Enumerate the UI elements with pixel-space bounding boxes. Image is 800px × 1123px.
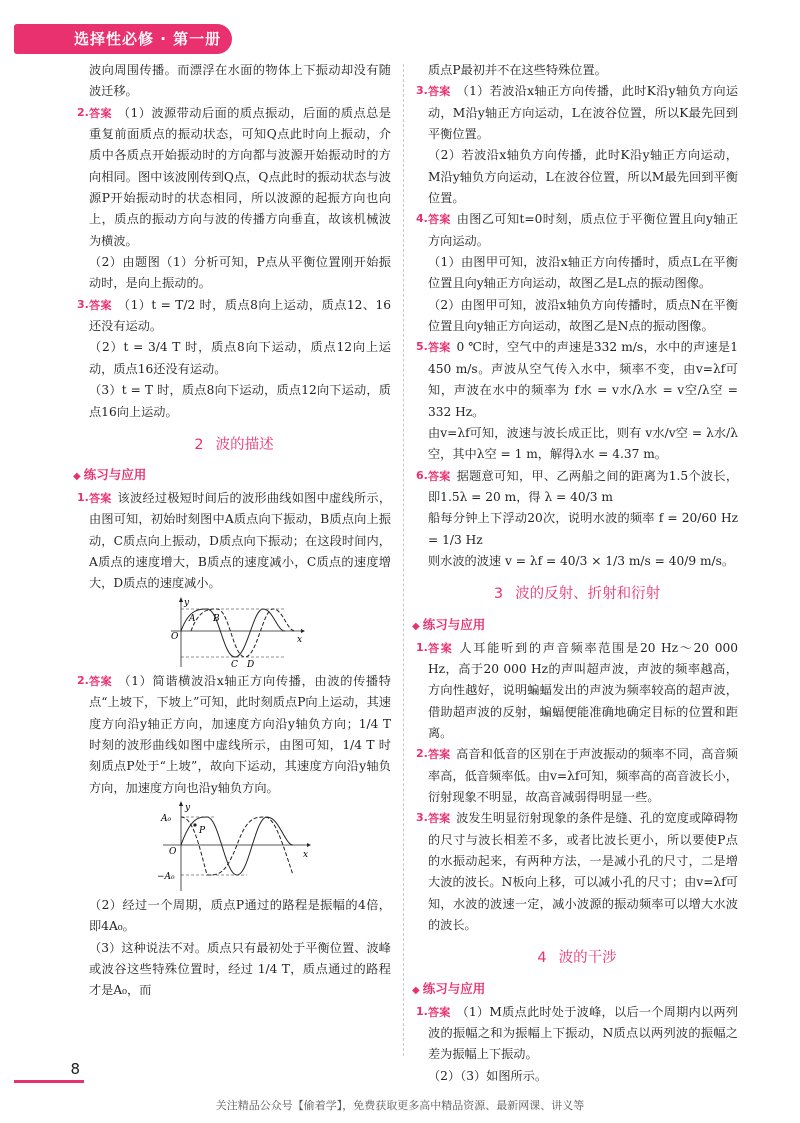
footer-note: 关注精品公众号【偷着学】，免费获取更多高中精品资源、最新网课、讲义等 bbox=[215, 1099, 585, 1112]
answer-text: （1）t = T/2 时，质点8向上运动，质点12、16还没有运动。 bbox=[89, 297, 391, 334]
answer-item-6 bbox=[416, 466, 738, 573]
item-number: 2. bbox=[77, 673, 89, 687]
answer-text: （2）（3）如图所示。 bbox=[428, 1068, 548, 1083]
answer-item-3 bbox=[416, 808, 738, 936]
answer-label: 答案 bbox=[89, 674, 113, 688]
answer-text: （2）由题图（1）分析可知，P点从平衡位置刚开始振动时，是向上振动的。 bbox=[89, 255, 391, 291]
answer-label: 答案 bbox=[89, 106, 112, 120]
x-axis-label: x bbox=[297, 634, 303, 645]
answer-text: （1）由图甲可知，波沿x轴正方向传播时，质点L在平衡位置且向y轴正方向运动，故图乙是L点的振动图像。 bbox=[428, 255, 738, 291]
item-number: 1. bbox=[416, 1004, 428, 1018]
item-number: 5. bbox=[416, 340, 428, 354]
item-number: 2. bbox=[77, 105, 89, 119]
amplitude-label: A₀ bbox=[161, 813, 172, 824]
answer-label: 答案 bbox=[428, 748, 451, 762]
answer-text: （1）若波沿x轴正方向传播，此时K沿y轴负方向运动，M沿y轴正方向运动，L在波谷位置，所以K最先回到平衡位置。 bbox=[428, 84, 739, 142]
answer-text: （2）t = 3/4 T 时，质点8向下运动，质点12向上运动，质点16还没有运动。 bbox=[89, 340, 391, 376]
answer-text: 人耳能听到的声音频率范围是20 Hz～20 000 Hz，高于20 000 Hz的声叫超声波，声波的频率越高，方向性越好，说明蝙蝠发出的声波为频率较高的超声波，借助超声波的反射，蝙蝠便能准确地确定目标的位置和距离。 bbox=[428, 640, 739, 740]
answer-text: 该波经过极短时间后的波形曲线如图中虚线所示，由图可知，初始时刻图中A质点向下振动，B质点向上振动，C质点向上振动，D质点向下振动；在这段时间内，A质点的速度增大，B质点的速度减小，C质点的速度增大，D质点的速度减小。 bbox=[89, 491, 392, 591]
point-a-label: A bbox=[189, 613, 196, 624]
answer-label: 答案 bbox=[428, 641, 454, 655]
answer-text: （3）这种说法不对。质点只有最初处于平衡位置、波峰或波谷这些特殊位置时，经过 1/4 T，质点通过的路程才是A₀，而 bbox=[89, 940, 391, 998]
answer-item-4 bbox=[416, 209, 738, 337]
point-c-label: C bbox=[231, 659, 238, 669]
section-title-3: 3 波的反射、折射和衍射 bbox=[493, 586, 661, 603]
page-number: 8 bbox=[14, 1058, 84, 1083]
item-number: 3. bbox=[77, 297, 89, 311]
diamond-icon: ◆ bbox=[73, 471, 81, 483]
answer-item-2 bbox=[77, 103, 391, 295]
subsection-heading: ◆ 练习与应用 bbox=[412, 980, 486, 996]
answer-item-1 bbox=[416, 1002, 738, 1087]
answer-label: 答案 bbox=[89, 492, 112, 506]
x-axis-label: x bbox=[303, 849, 309, 860]
answer-label: 答案 bbox=[428, 1005, 451, 1019]
item-number: 3. bbox=[416, 811, 428, 825]
diamond-icon: ◆ bbox=[412, 620, 420, 632]
answer-label: 答案 bbox=[428, 213, 451, 227]
paragraph: 质点P最初并不在这些特殊位置。 bbox=[428, 63, 607, 77]
left-column bbox=[73, 60, 392, 1002]
answer-text: 据题意可知，甲、乙两船之间的距离为1.5个波长，即1.5λ = 20 m，得 λ = 40/3 m bbox=[428, 468, 739, 504]
point-d-label: D bbox=[247, 659, 255, 669]
answer-text: 0 ℃时，空气中的声速是332 m/s，水中的声速是1 450 m/s。声波从空气传入水中，频率不变，由v=λf可知，声波在水中的频率为 f水 = v水/λ水 = v空/λ空 = 332 Hz。 bbox=[428, 340, 738, 419]
answer-text: （1）波源带动后面的质点振动，后面的质点总是重复前面质点的振动状态，可知Q点此时向上振动，介质中各质点开始振动时的方向都与波源开始振动时的方向相同。图中该波刚传到Q点，Q点此时的振动状态与波源P开始振动时的状态相同，所以波源的起振方向也向上，质点的振动方向与波的传播方向垂直，故该机械波为横波。 bbox=[89, 105, 391, 248]
answer-label: 答案 bbox=[89, 298, 112, 312]
answer-text: （2）经过一个周期，质点P通过的路程是振幅的4倍，即4A₀。 bbox=[89, 897, 391, 934]
point-b-label: B bbox=[213, 613, 220, 624]
item-number: 4. bbox=[416, 212, 428, 226]
answer-text: （3）t = T 时，质点8向下运动，质点12向下运动，质点16向上运动。 bbox=[89, 383, 391, 419]
answer-item-1 bbox=[416, 638, 738, 745]
answer-text: 船每分钟上下浮动20次，说明水波的频率 f = 20/60 Hz = 1/3 Hz bbox=[428, 511, 738, 547]
answer-label: 答案 bbox=[428, 85, 451, 99]
answer-text: （1）简谐横波沿x轴正方向传播，由波的传播特点“上坡下，下坡上”可知，此时刻质点P向上运动，其速度方向沿y轴正方向，加速度方向沿y轴负方向；1/4 T 时刻的波形曲线如图中虚线所示，由图可知，1/4 T 时刻质点P处于“上坡”，故向下运动，其速度方向沿y轴负方向，加速度方向也沿y轴负方向。 bbox=[89, 673, 391, 795]
origin-label: O bbox=[169, 846, 177, 857]
section-title-2: 2 波的描述 bbox=[194, 436, 274, 453]
answer-label: 答案 bbox=[428, 812, 451, 826]
answer-item-2 bbox=[416, 744, 738, 808]
column-divider bbox=[403, 64, 404, 1056]
item-number: 2. bbox=[416, 747, 428, 761]
answer-text: （1）M质点此时处于波峰，以后一个周期内以两列波的振幅之和为振幅上下振动，N质点以两列波的振幅之差为振幅上下振动。 bbox=[428, 1004, 739, 1062]
answer-text: （2）由图甲可知，波沿x轴负方向传播时，质点N在平衡位置且向y轴正方向运动，故图乙是N点的振动图像。 bbox=[428, 297, 738, 334]
answer-text: 由图乙可知t=0时刻，质点位于平衡位置且向y轴正方向运动。 bbox=[428, 212, 739, 248]
answer-item-2b bbox=[77, 671, 391, 799]
answer-item-2c bbox=[77, 895, 391, 1002]
item-number: 1. bbox=[77, 491, 89, 505]
point-p-label: P bbox=[199, 825, 206, 836]
answer-item-3 bbox=[77, 295, 391, 423]
answer-label: 答案 bbox=[428, 469, 451, 483]
paragraph: 波向周围传播。而漂浮在水面的物体上下振动却没有随波迁移。 bbox=[89, 63, 391, 99]
answer-text: 波发生明显衍射现象的条件是缝、孔的宽度或障碍物的尺寸与波长相差不多，或者比波长更小，所以要使P点的水振动起来，有两种方法，一是减小孔的尺寸，二是增大波的波长。N板向上移，可以减小孔的尺寸；由v=λf可知，水波的波速一定，减小波源的振动频率可以增大水波的波长。 bbox=[428, 811, 738, 932]
diamond-icon: ◆ bbox=[412, 984, 420, 996]
waveform-figure-1 bbox=[167, 597, 307, 669]
answer-label: 答案 bbox=[428, 341, 451, 355]
subsection-heading: ◆ 练习与应用 bbox=[412, 616, 486, 632]
item-number: 3. bbox=[416, 84, 428, 98]
item-number: 1. bbox=[416, 640, 428, 654]
answer-text: 则水波的波速 v = λf = 40/3 × 1/3 m/s = 40/9 m/s。 bbox=[428, 553, 735, 568]
right-column bbox=[412, 60, 739, 1087]
answer-text: 高音和低音的区别在于声波振动的频率不同，高音频率高，低音频率低。由v=λf可知，频率高的高音波长小，衍射现象不明显，故高音减弱得明显一些。 bbox=[428, 747, 738, 804]
answer-text: 由v=λf可知，波速与波长成正比，则有 v水/v空 = λ水/λ空，其中λ空 = 1 m，解得λ水 = 4.37 m。 bbox=[428, 425, 738, 462]
origin-label: O bbox=[171, 631, 179, 642]
y-axis-label: y bbox=[185, 802, 191, 813]
negative-amplitude-label: −A₀ bbox=[157, 871, 175, 882]
answer-item-1 bbox=[77, 488, 391, 595]
item-number: 6. bbox=[416, 468, 428, 482]
book-title: 选择性必修 · 第一册 bbox=[74, 30, 222, 48]
answer-text: （2）若波沿x轴负方向传播，此时K沿y轴正方向运动，M沿y轴负方向运动，L在波谷位置，所以M最先回到平衡位置。 bbox=[428, 148, 738, 206]
y-axis-label: y bbox=[184, 597, 190, 608]
answer-item-3 bbox=[416, 81, 738, 209]
waveform-figure-2 bbox=[155, 801, 315, 893]
section-title-4: 4 波的干涉 bbox=[537, 950, 617, 967]
subsection-heading: ◆ 练习与应用 bbox=[73, 467, 147, 483]
answer-item-5 bbox=[416, 337, 738, 465]
